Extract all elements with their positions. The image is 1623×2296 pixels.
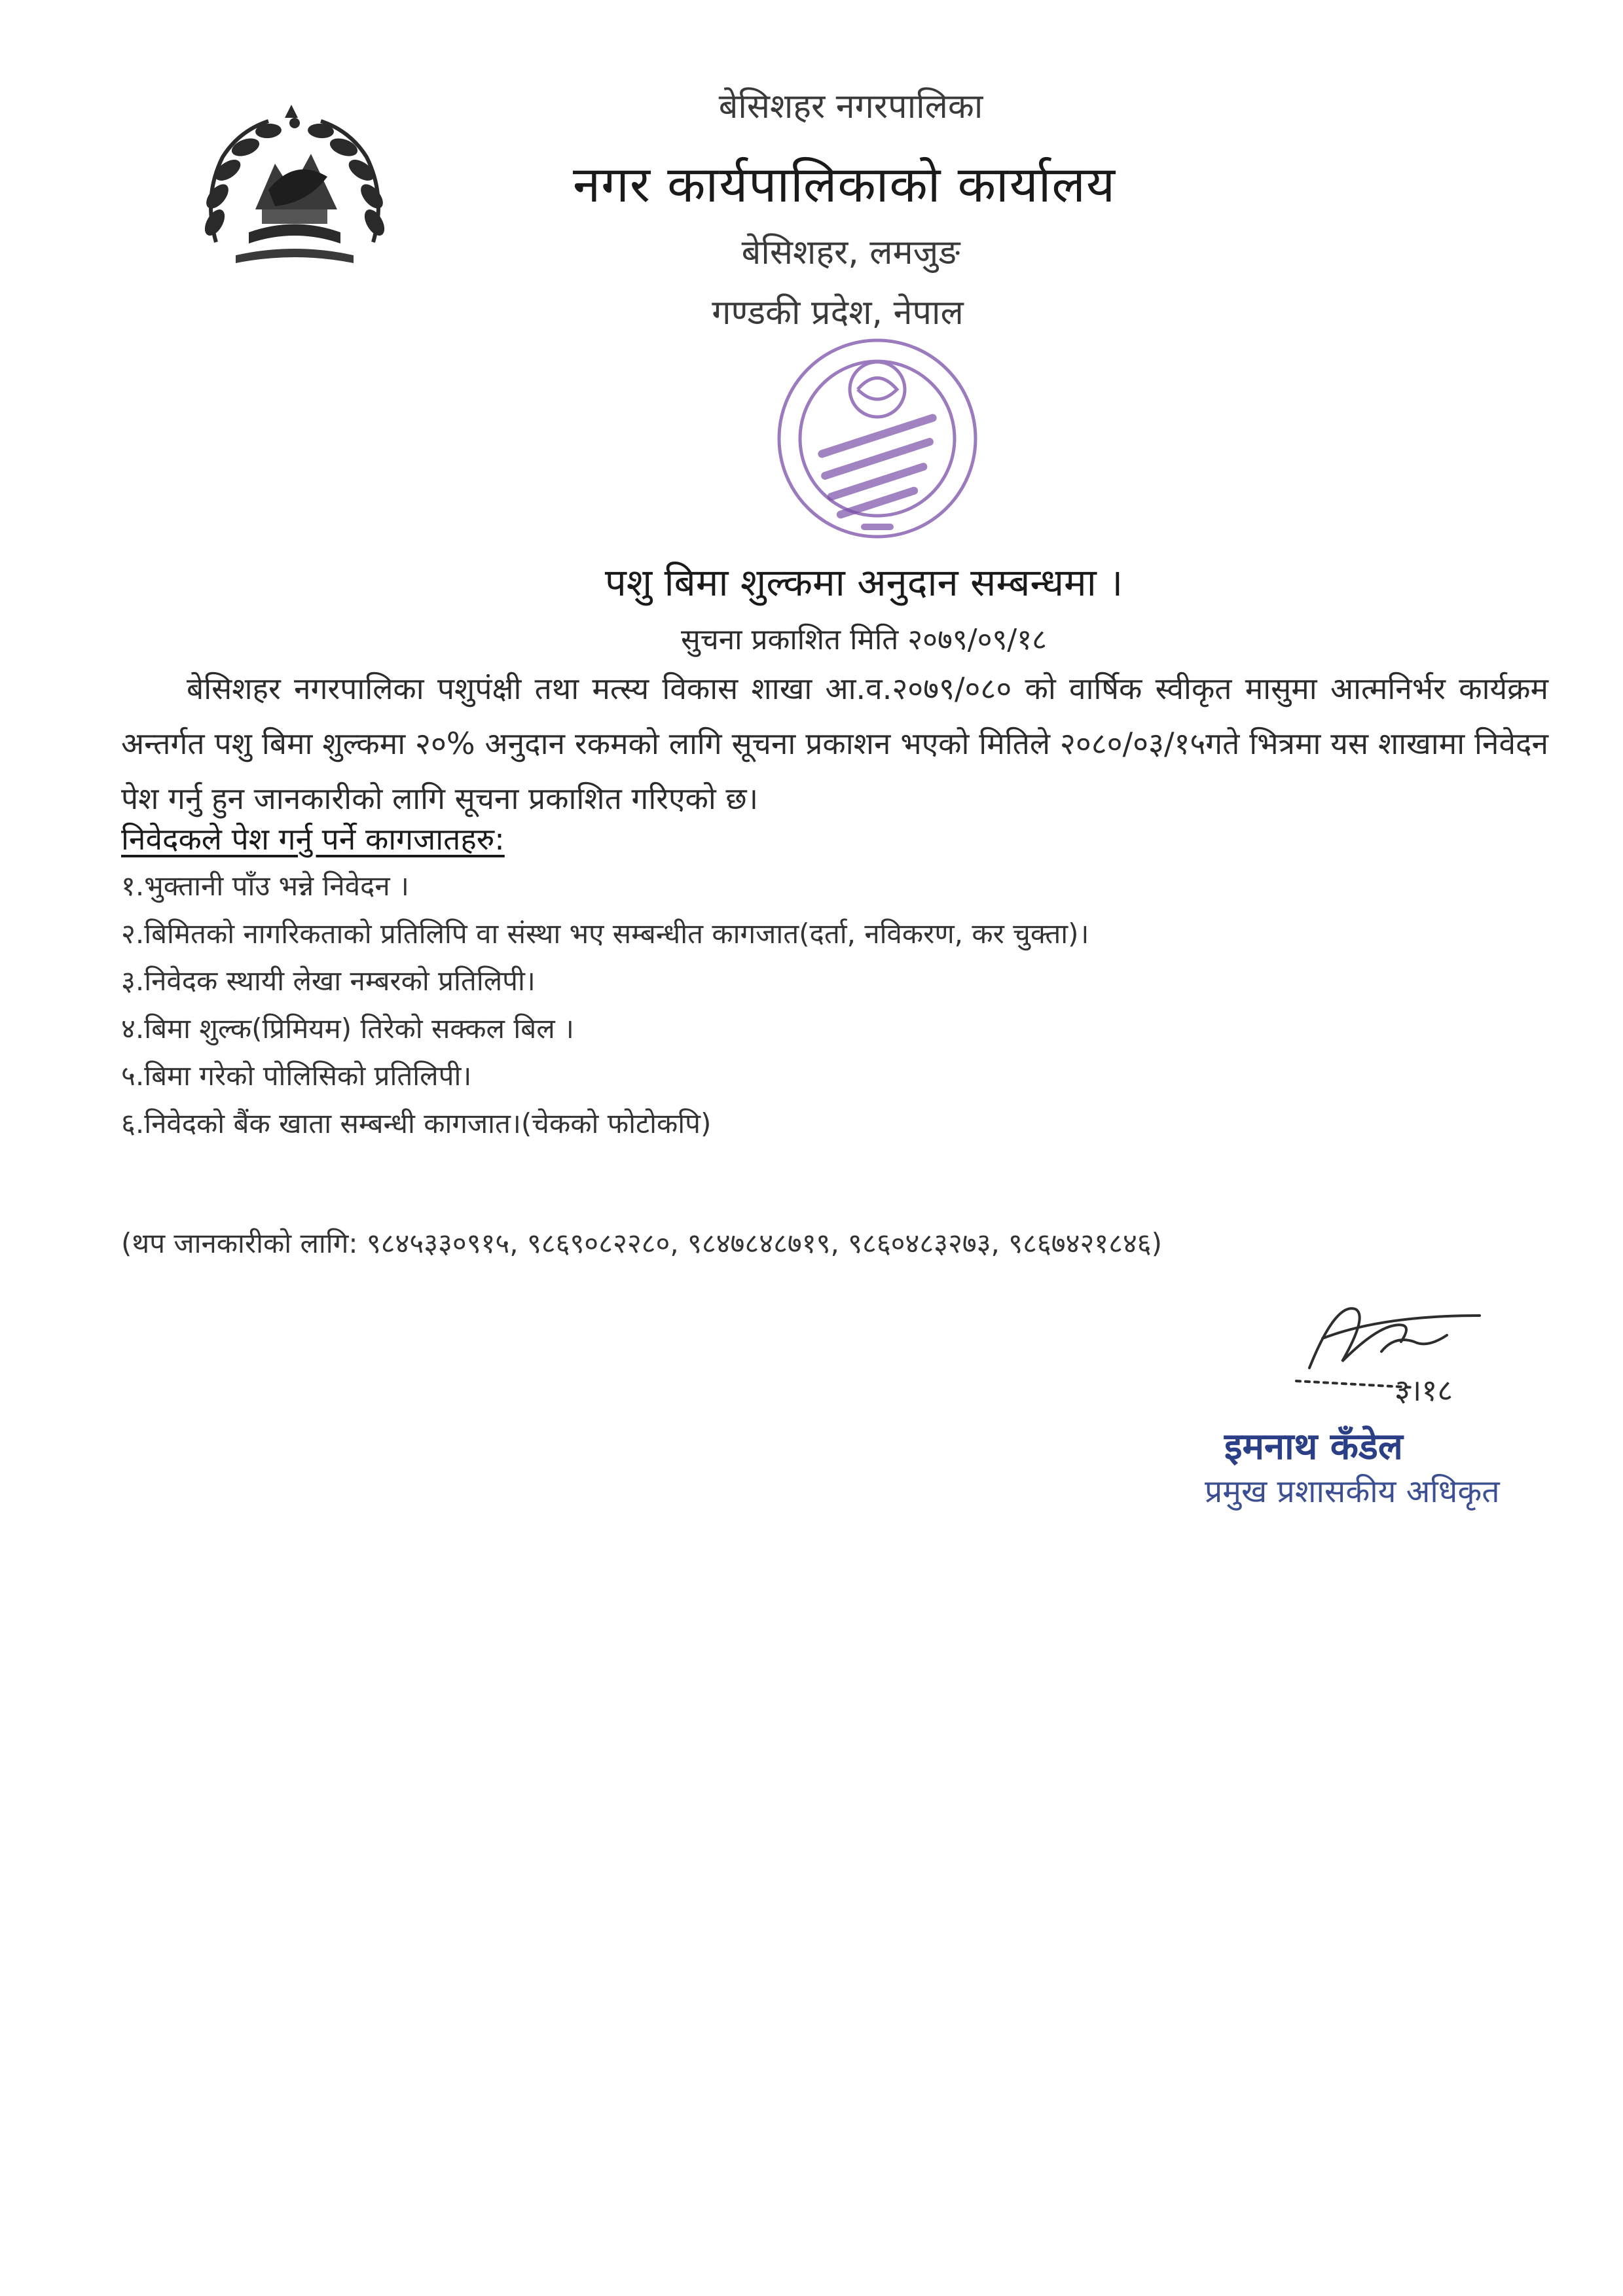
office-address: बेसिशहर, लमजुङ <box>741 233 960 272</box>
contact-numbers: (थप जानकारीको लागि: ९८४५३३०९१५, ९८६९०८२२८०, ९८४७८४८७१९, ९८६०४८३२७३, ९८६७४२१८४६) <box>121 1227 1163 1259</box>
list-item: ६.निवेदको बैंक खाता सम्बन्धी कागजात।(चेकको फोटोकपि) <box>121 1107 712 1139</box>
signature-date: ३।१८ <box>1395 1372 1453 1408</box>
notice-body: बेसिशहर नगरपालिका पशुपंक्षी तथा मत्स्य विकास शाखा आ.व.२०७९/०८० को वार्षिक स्वीकृत मासुमा आत्मनिर्भर कार्यक्रम अन्तर्गत पशु बिमा शुल्कमा २०% अनुदान रकमको लागि सूचना प्रकाशन भएको मितिले २०८०/०३/१५गते भित्रमा यस शाखामा निवेदन पेश गर्नु हुन जानकारीको लागि सूचना प्रकाशित गरिएको छ। <box>121 671 1548 816</box>
list-item: ३.निवेदक स्थायी लेखा नम्बरको प्रतिलिपी। <box>121 965 536 997</box>
signer-name: इमनाथ कँडेल <box>1224 1426 1403 1468</box>
list-item: ५.बिमा गरेको पोलिसिको प्रतिलिपी। <box>121 1060 472 1092</box>
documents-list <box>121 863 1089 1147</box>
list-item: २.बिमितको नागरिकताको प्रतिलिपि वा संस्था भए सम्बन्धीत कागजात(दर्ता, नविकरण, कर चुक्ता)। <box>121 917 1089 950</box>
office-seal-stamp-icon <box>753 327 1002 550</box>
office-province: गण्डकी प्रदेश, नेपाल <box>712 293 964 332</box>
list-item: ४.बिमा शुल्क(प्रिमियम) तिरेको सक्कल बिल । <box>121 1012 574 1045</box>
documents-heading: निवेदकले पेश गर्नु पर्ने कागजातहरु: <box>121 821 505 857</box>
signature-icon <box>1283 1289 1506 1420</box>
list-item: १.भुक्तानी पाँउ भन्ने निवेदन । <box>121 870 409 902</box>
notice-title: पशु बिमा शुल्कमा अनुदान सम्बन्धमा । <box>604 560 1123 605</box>
signer-title: प्रमुख प्रशासकीय अधिकृत <box>1205 1473 1500 1510</box>
municipality-name: बेसिशहर नगरपालिका <box>718 87 983 126</box>
publish-date: सुचना प्रकाशित मिति २०७९/०९/१८ <box>681 623 1047 656</box>
office-title: नगर कार्यपालिकाको कार्यालय <box>572 155 1116 213</box>
